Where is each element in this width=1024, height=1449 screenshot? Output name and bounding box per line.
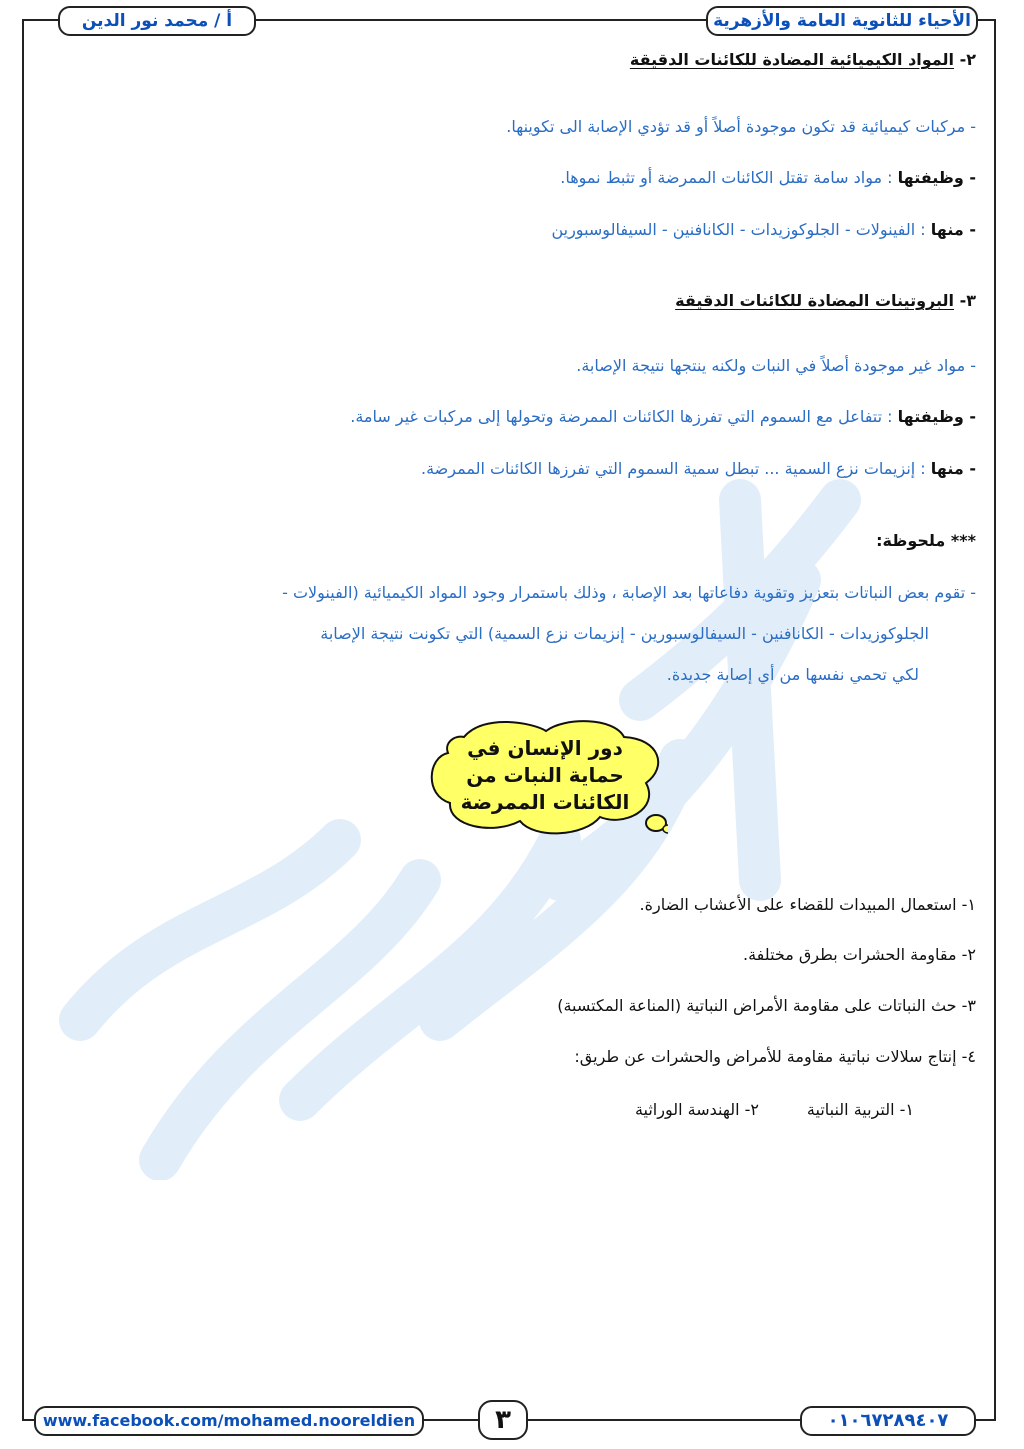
subject-title: الأحياء للثانوية العامة والأزهرية (706, 6, 978, 36)
section3-heading-num: ٣- (959, 291, 976, 310)
section3-heading (675, 291, 976, 310)
section2-examples-label: - منها (930, 220, 976, 239)
bubble-text (450, 735, 640, 816)
human-role-item-3: ٣- حث النباتات على مقاومة الأمراض النباتية (المناعة المكتسبة) (557, 996, 976, 1015)
section3-line1: - مواد غير موجودة أصلاً في النبات ولكنه ينتجها نتيجة الإصابة. (576, 356, 976, 375)
section2-function-text: : مواد سامة تقتل الكائنات الممرضة أو تثبط نموها. (560, 168, 898, 187)
bubble-line2: حماية النبات من (466, 763, 624, 787)
footer-phone: ٠١٠٦٧٢٨٩٤٠٧ (800, 1406, 976, 1436)
page-number: ٣ (478, 1400, 528, 1440)
section2-function (560, 168, 976, 187)
footer-website-link[interactable]: www.facebook.com/mohamed.nooreldien (34, 1406, 424, 1436)
note-line1: - تقوم بعض النباتات بتعزيز وتقوية دفاعاتها بعد الإصابة ، وذلك باستمرار وجود المواد الكيميائية (الفينولات - (282, 583, 976, 602)
section3-function (350, 407, 976, 426)
section2-heading-num: ٢- (959, 50, 976, 69)
section3-examples (421, 459, 976, 478)
bubble-line3: الكائنات الممرضة (460, 790, 630, 814)
bubble-line1: دور الإنسان في (467, 736, 623, 760)
section3-heading-text: البروتينات المضادة للكائنات الدقيقة (675, 291, 955, 310)
section3-examples-label: - منها (930, 459, 976, 478)
section2-function-label: - وظيفتها (897, 168, 976, 187)
human-role-item-4: ٤- إنتاج سلالات نباتية مقاومة للأمراض والحشرات عن طريق: (574, 1047, 976, 1066)
teacher-name: أ / محمد نور الدين (58, 6, 256, 36)
human-role-item-2: ٢- مقاومة الحشرات بطرق مختلفة. (743, 945, 976, 964)
note-line3: لكي تحمي نفسها من أي إصابة جديدة. (666, 665, 919, 684)
human-role-item-1: ١- استعمال المبيدات للقضاء على الأعشاب الضارة. (639, 895, 976, 914)
section2-heading (630, 50, 976, 69)
human-role-sub-1: ١- التربية النباتية (806, 1100, 914, 1119)
section2-examples (551, 220, 976, 239)
section2-heading-text: المواد الكيميائية المضادة للكائنات الدقيقة (629, 50, 955, 69)
note-heading: *** ملحوظة: (876, 531, 976, 550)
note-line2: الجلوكوزيدات - الكانافنين - السيفالوسبورين - إنزيمات نزع السمية) التي تكونت نتيجة الإصابة (320, 624, 929, 643)
section2-line1: - مركبات كيميائية قد تكون موجودة أصلاً أو قد تؤدي الإصابة الى تكوينها. (506, 117, 976, 136)
section3-function-text: : تتفاعل مع السموم التي تفرزها الكائنات الممرضة وتحولها إلى مركبات غير سامة. (350, 407, 898, 426)
section3-examples-text: : إنزيمات نزع السمية ... تبطل سمية السموم التي تفرزها الكائنات الممرضة. (421, 459, 931, 478)
human-role-sub-2: ٢- الهندسة الوراثية (634, 1100, 759, 1119)
section3-function-label: - وظيفتها (897, 407, 976, 426)
section2-examples-text: : الفينولات - الجلوكوزيدات - الكانافنين - السيفالوسبورين (551, 220, 931, 239)
